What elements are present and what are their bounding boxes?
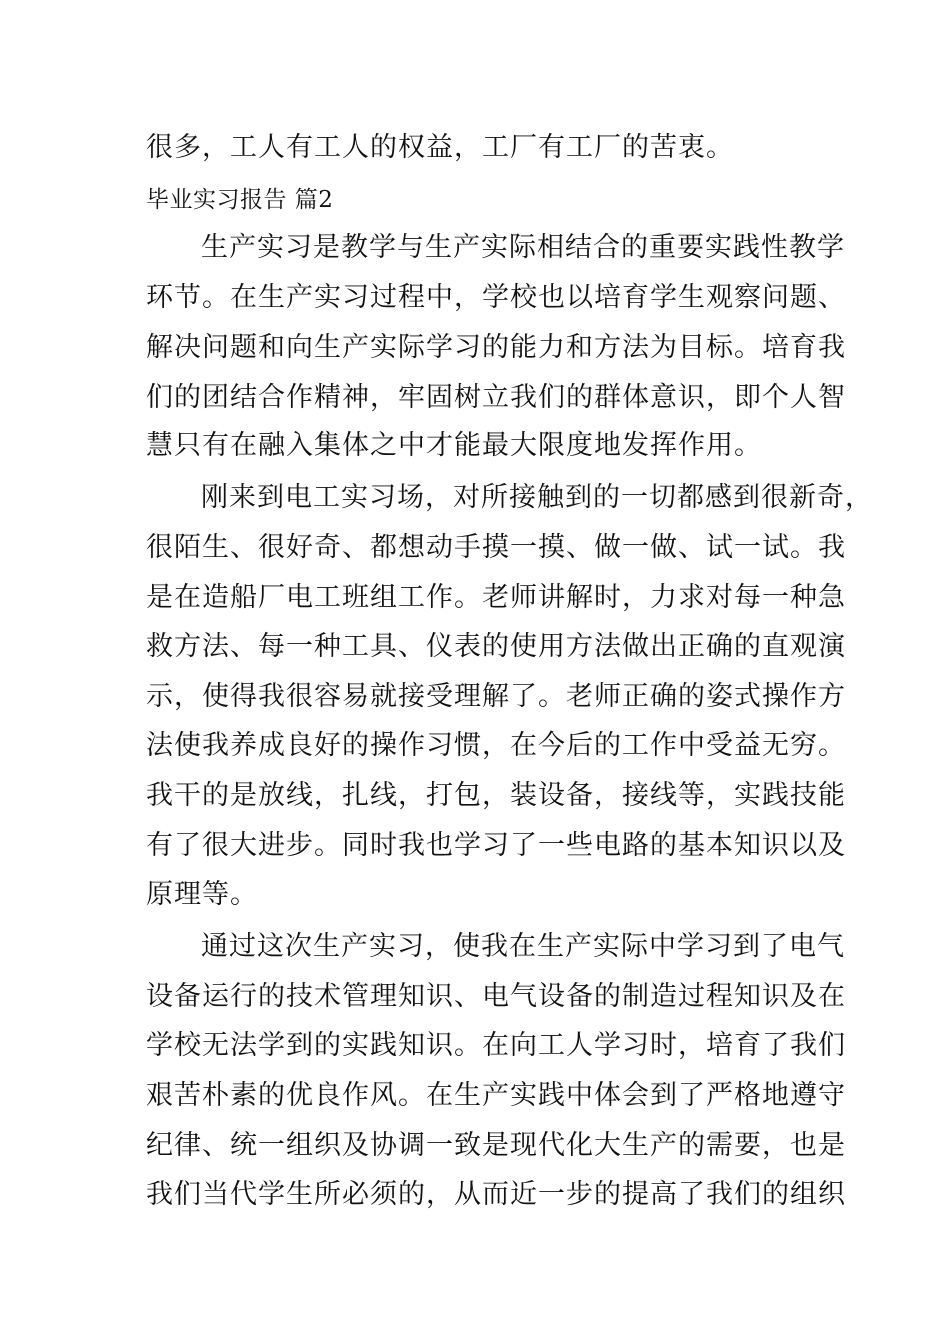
paragraph-line: 艰苦朴素的优良作风。在生产实践中体会到了严格地遵守 — [146, 1080, 846, 1111]
paragraph-line: 设备运行的技术管理知识、电气设备的制造过程知识及在 — [146, 981, 846, 1012]
paragraph-line: 很多，工人有工人的权益，工厂有工厂的苦衷。 — [146, 132, 734, 163]
paragraph-line: 环节。在生产实习过程中，学校也以培育学生观察问题、 — [146, 282, 846, 313]
paragraph-line: 通过这次生产实习，使我在生产实际中学习到了电气 — [201, 931, 845, 962]
section-heading: 毕业实习报告 篇2 — [146, 187, 334, 213]
paragraph-line: 慧只有在融入集体之中才能最大限度地发挥作用。 — [146, 430, 762, 461]
paragraph-line: 有了很大进步。同时我也学习了一些电路的基本知识以及 — [146, 830, 846, 861]
paragraph-line: 纪律、统一组织及协调一致是现代化大生产的需要，也是 — [146, 1130, 846, 1161]
paragraph-line: 我干的是放线，扎线，打包，装设备，接线等，实践技能 — [146, 780, 846, 811]
paragraph-line: 学校无法学到的实践知识。在向工人学习时，培育了我们 — [146, 1030, 846, 1061]
paragraph-line: 刚来到电工实习场，对所接触到的一切都感到很新奇， — [201, 482, 873, 513]
paragraph-line: 生产实习是教学与生产实际相结合的重要实践性教学 — [201, 232, 845, 263]
paragraph-line: 我们当代学生所必须的，从而近一步的提高了我们的组织 — [146, 1179, 846, 1210]
paragraph-line: 示，使得我很容易就接受理解了。老师正确的姿式操作方 — [146, 681, 846, 712]
paragraph-line: 是在造船厂电工班组工作。老师讲解时，力求对每一种急 — [146, 582, 846, 613]
paragraph-line: 原理等。 — [146, 879, 258, 910]
paragraph-line: 救方法、每一种工具、仪表的使用方法做出正确的直观演 — [146, 631, 846, 662]
paragraph-line: 法使我养成良好的操作习惯，在今后的工作中受益无穷。 — [146, 730, 846, 761]
paragraph-line: 很陌生、很好奇、都想动手摸一摸、做一做、试一试。我 — [146, 532, 846, 563]
paragraph-line: 们的团结合作精神，牢固树立我们的群体意识，即个人智 — [146, 382, 846, 413]
paragraph-line: 解决问题和向生产实际学习的能力和方法为目标。培育我 — [146, 332, 846, 363]
